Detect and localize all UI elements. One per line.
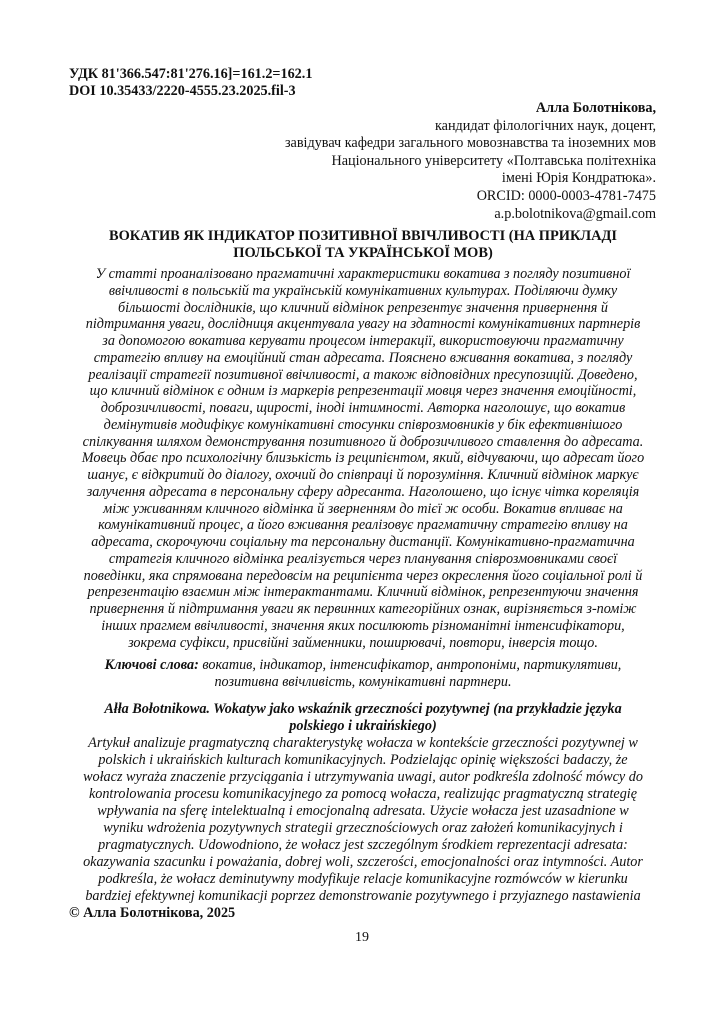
keywords-list: вокатив, індикатор, інтенсифікатор, антропоніми, партикулятиви, (198, 657, 622, 673)
abstract-line: більшості дослідників, що кличний відмінок репрезентує значення привернення й (118, 299, 608, 316)
author-degree: кандидат філологічних наук, доцент, (434, 117, 656, 134)
abstract-line: репрезентацію взаємин між інтерактантами. Кличний відмінок, репрезентуючи значення (87, 584, 639, 601)
abstract-line: bardziej efektywnej komunikacji poprzez demonstrowanie pozytywnego i przyjaznego nastawienia (85, 888, 641, 904)
author-university: Національного університету «Полтавська політехніка (331, 152, 656, 169)
title-line: ВОКАТИВ ЯК ІНДИКАТОР ПОЗИТИВНОЇ ВВІЧЛИВОСТІ (НА ПРИКЛАДІ (109, 228, 617, 244)
abstract-line: pragmatycznych. Udowodniono, że wołacz jest szczególnym środkiem reprezentacji adresata: (98, 837, 628, 853)
doi-identifier: DOI 10.35433/2220-4555.23.2025.fil-3 (69, 83, 296, 99)
abstract-line: стратегію впливу на емоційний стан адресата. Пояснено вживання вокатива, з погляду (93, 349, 633, 366)
abstract-line: У статті проаналізовано прагматичні характеристики вокатива з погляду позитивної (95, 266, 631, 282)
title-line: ПОЛЬСЬКОЇ ТА УКРАЇНСЬКОЇ МОВ) (233, 245, 493, 261)
abstract-line: спілкування шляхом демонстрування позитивного й доброзичливого ставлення до адресата. (82, 433, 644, 450)
abstract-line: підтримання уваги, дослідниця акцентувала увагу на здатності комунікативних партнерів (85, 316, 641, 333)
abstract-line: зокрема суфікси, присвійні займенники, поширювачі, повтори, інверсія тощо. (128, 634, 598, 651)
abstract-line: поведінки, яка спрямована передовсім на реципієнта через окреслення його соціальної ролі й (83, 567, 643, 584)
polish-title-line: polskiego i ukraińskiego) (289, 718, 437, 734)
abstract-line: wpływania na sferę intelektualną i emocjonalną adresata. Użycie wołacza jest uzasadnione w (97, 803, 629, 819)
abstract-line: Artykuł analizuje pragmatyczną charakterystykę wołacza w kontekście grzeczności pozytywnej w (88, 735, 638, 751)
author-university-cont: імені Юрія Кондратюка». (501, 170, 656, 187)
abstract-line: що кличний відмінок є одним із маркерів репрезентації мовця через значення емоційності, (89, 383, 637, 400)
copyright-notice: © Алла Болотнікова, 2025 (69, 905, 236, 921)
abstract-line: kontrolowania procesu komunikacyjnego za pomocą wołacza, realizując pragmatyczną strategię (88, 786, 638, 802)
abstract-line: стратегія кличного відмінка реалізується через планування співрозмовниками своєї (108, 550, 618, 567)
udk-code: УДК 81'366.547:81'276.16]=161.2=162.1 (69, 66, 313, 82)
keywords-section (66, 657, 660, 691)
author-name: Алла Болотнікова, (535, 100, 656, 116)
page-number: 19 (355, 930, 369, 945)
keywords-line (66, 657, 660, 674)
abstract-line: шанує, є відкритий до діалогу, охочий до співпраці й порозуміння. Кличний відмінок маркує (87, 467, 639, 483)
abstract-line: wołacz wyraża znaczenie przyciągania i utrzymywania uwagi, autor podkreśla zdolność mówcy do (83, 769, 643, 785)
abstract-line: за допомогою вокатива керувати процесом інтеракції, використовуючи прагматичну (102, 333, 624, 349)
abstract-line: доброзичливості, поваги, щирості, іноді інтимності. Авторка наголошує, що вокатив (100, 400, 626, 416)
abstract-ukrainian (66, 266, 660, 651)
abstract-line: залучення адресата в персональну сферу адресанта. Наголошено, що існує чітка кореляція (86, 483, 640, 500)
abstract-line: адресата, скорочуючи соціальну та персональну дистанції. Комунікативно-прагматична (91, 534, 635, 550)
article-title (70, 228, 656, 262)
polish-title-line: Ałła Bołotnikowa. Wokatyw jako wskaźnik grzeczności pozytywnej (na przykładzie języka (104, 701, 622, 717)
article-metadata (69, 66, 312, 100)
abstract-line: демінутивів модифікує комунікативні стосунки співрозмовників у бік ефективнішого (103, 416, 623, 433)
author-info (136, 100, 656, 223)
keywords-line: позитивна ввічливість, комунікативні партнери. (214, 674, 512, 690)
abstract-line: інших прагмем ввічливості, значення яких посилюють різноманітні інтенсифікатори, (101, 617, 625, 634)
abstract-line: Мовець дбає про психологічну близькість із реципієнтом, який, відчуваючи, що адресат його (81, 450, 645, 467)
abstract-line: podkreśla, że wołacz deminutywny modyfikuje relacje komunikacyjne rozmówców w kierunku (98, 871, 628, 887)
author-position: завідувач кафедри загального мовознавства та іноземних мов (284, 135, 656, 152)
keywords-label: Ключові слова: (104, 657, 199, 673)
abstract-line: polskich i ukraińskich kulturach komunikacyjnych. Podzielając opinię większości badaczy, że (98, 752, 628, 768)
abstract-line: okazywania szacunku i poważania, dobrej woli, szczerości, emocjonalności oraz intymności. Autor (83, 854, 643, 870)
abstract-polish (66, 735, 660, 905)
abstract-line: ввічливості в польській та українській комунікативних культурах. Поділяючи думку (108, 282, 618, 299)
polish-title (66, 701, 660, 735)
abstract-line: wyniku wdrożenia pozytywnych strategii grzecznościowych oraz założeń komunikacyjnych i (103, 820, 623, 836)
abstract-line: реалізації стратегії позитивної ввічливості, а також відповідних пресупозицій. Доведено, (88, 366, 638, 383)
abstract-line: між уживанням кличного відмінка й зверненням до тієї ж особи. Вокатив впливає на (103, 500, 623, 517)
abstract-line: комунікативний процес, а його вживання реалізовує прагматичну стратегію впливу на (98, 517, 628, 534)
author-email[interactable]: a.p.bolotnikova@gmail.com (494, 205, 656, 222)
abstract-line: привернення й підтримання уваги як первинних категорійних ознак, вирізняється з-поміж (89, 601, 637, 617)
author-orcid: ORCID: 0000-0003-4781-7475 (476, 187, 656, 204)
